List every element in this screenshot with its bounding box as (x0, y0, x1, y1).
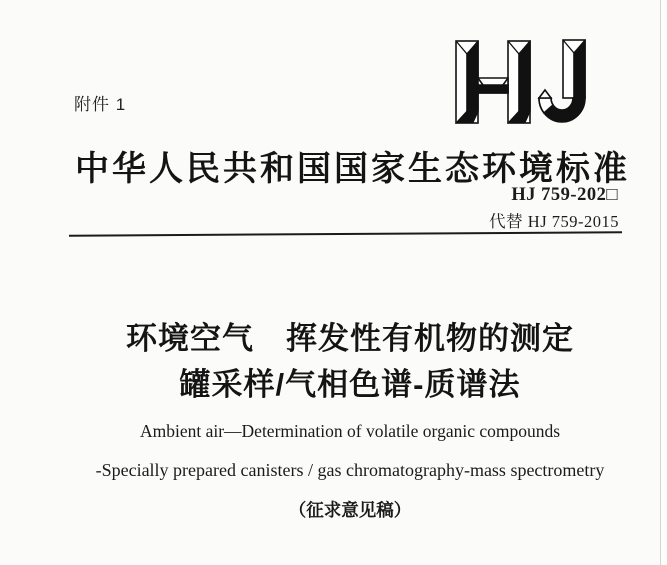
page-title: 中华人民共和国国家生态环境标准 (75, 151, 630, 188)
scan-edge-line (660, 0, 661, 565)
standard-number: HJ 759-202□ (511, 185, 618, 205)
header-divider (69, 231, 622, 237)
replaces-note: 代替 HJ 759-2015 (489, 212, 619, 231)
document-title-cn-line1: 环境空气 挥发性有机物的测定 (126, 321, 574, 356)
document-title-en-line1: Ambient air—Determination of volatile organic compounds (139, 421, 561, 441)
attachment-label: 附件 1 (74, 95, 127, 114)
document-title-en-line2: -Specially prepared canisters / gas chromatography-mass spectrometry (95, 460, 605, 480)
draft-status-note: （征求意见稿） (288, 500, 412, 520)
document-title-cn-line2: 罐采样/气相色谱-质谱法 (179, 367, 521, 402)
hj-logo-icon (452, 36, 592, 128)
scan-edge-strip (661, 0, 667, 565)
